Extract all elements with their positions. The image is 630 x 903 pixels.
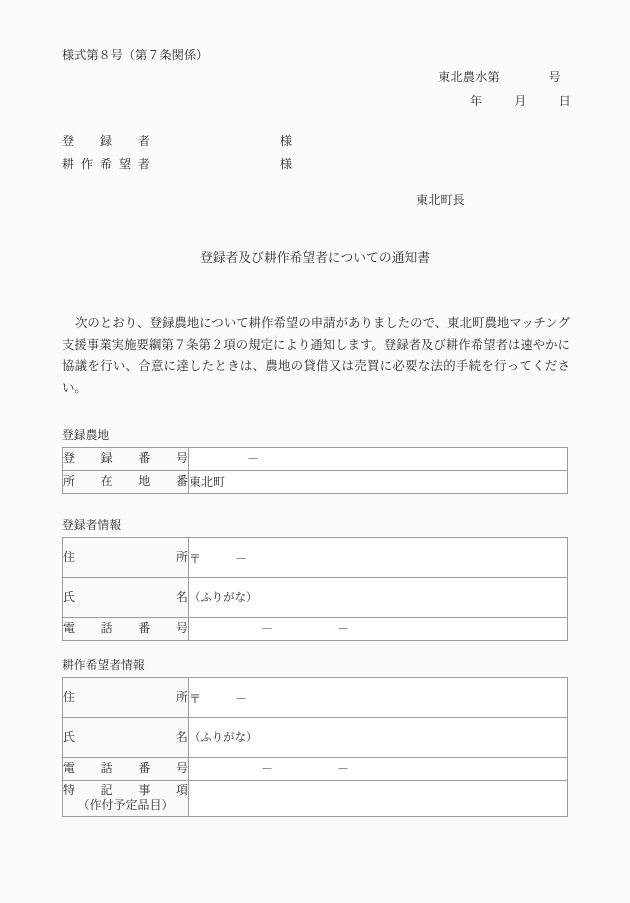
section-registered-farmland — [62, 430, 568, 494]
issuer-name: 東北町長 — [416, 193, 465, 207]
label-text: 住所 — [63, 689, 188, 704]
label-text: 所在地番 — [63, 474, 188, 489]
table-row — [63, 677, 568, 717]
section-heading-registered-farmland: 登録農地 — [62, 428, 110, 442]
addressee-registrant-label: 登録者 — [62, 134, 150, 148]
label-registrant-address — [63, 537, 189, 577]
label-text: 電話番号 — [63, 761, 188, 776]
label-sub-text: （作付予定品目） — [77, 798, 174, 813]
value-text: 〒 － — [189, 551, 248, 566]
value-text: 〒 － — [189, 691, 248, 706]
addressee-registrant-honorific: 様 — [279, 134, 292, 148]
date-month-label: 月 — [514, 94, 527, 108]
table-row — [63, 470, 568, 493]
table-row — [63, 717, 568, 757]
value-applicant-address[interactable] — [189, 677, 568, 717]
section-heading-registrant-info: 登録者情報 — [62, 518, 121, 532]
label-text: 氏名 — [63, 729, 188, 744]
table-row — [63, 447, 568, 470]
date-line — [470, 95, 571, 107]
table-row — [63, 757, 568, 780]
date-year-label: 年 — [470, 94, 483, 108]
page-title: 登録者及び耕作希望者についての通知書 — [199, 251, 431, 265]
label-special-notes — [63, 780, 189, 816]
label-applicant-name — [63, 717, 189, 757]
document-number-line — [438, 71, 561, 83]
value-text: － － — [261, 621, 350, 636]
value-text: － － — [261, 761, 350, 776]
value-registrant-address[interactable] — [189, 537, 568, 577]
date-day-label: 日 — [558, 94, 571, 108]
body-paragraph: 次のとおり、登録農地について耕作希望の申請がありましたので、東北町農地マッチング支援事業実施要綱第７条第２項の規定により通知します。登録者及び耕作希望者は速やかに協議を行い、合意に達したときは、農地の貸借又は売買に必要な法的手続を行ってください。 — [62, 316, 570, 395]
document-number-unit: 号 — [548, 70, 561, 84]
value-registrant-name[interactable] — [189, 577, 568, 617]
section-registrant-info — [62, 520, 568, 641]
value-applicant-name[interactable] — [189, 717, 568, 757]
table-row — [63, 617, 568, 640]
label-text: 住所 — [63, 549, 188, 564]
table-registrant-info — [62, 537, 568, 641]
value-text: （ふりがな） — [189, 731, 258, 744]
value-text: － — [247, 451, 260, 466]
table-registered-farmland — [62, 447, 568, 494]
section-applicant-info — [62, 660, 568, 817]
value-registrant-phone[interactable] — [189, 617, 568, 640]
value-registration-number[interactable] — [189, 447, 568, 470]
addressee-registrant — [62, 132, 292, 149]
table-row — [63, 577, 568, 617]
value-applicant-phone[interactable] — [189, 757, 568, 780]
document-number-label: 東北農水第 — [438, 70, 500, 84]
value-text: 東北町 — [189, 474, 226, 489]
label-text: 電話番号 — [63, 621, 188, 636]
label-applicant-address — [63, 677, 189, 717]
table-applicant-info — [62, 677, 568, 817]
value-special-notes[interactable] — [189, 780, 568, 816]
label-text: 氏名 — [63, 589, 188, 604]
label-registrant-name — [63, 577, 189, 617]
table-row — [63, 780, 568, 816]
value-location-lot-number[interactable] — [189, 470, 568, 493]
label-applicant-phone — [63, 757, 189, 780]
label-text: 登録番号 — [63, 451, 188, 466]
addressee-applicant-label: 耕作希望者 — [62, 157, 150, 171]
value-text: （ふりがな） — [189, 591, 258, 604]
section-heading-applicant-info: 耕作希望者情報 — [62, 658, 145, 672]
label-registration-number — [63, 447, 189, 470]
label-location-lot-number — [63, 470, 189, 493]
addressee-applicant-honorific: 様 — [279, 157, 292, 171]
label-registrant-phone — [63, 617, 189, 640]
label-text: 特記事項 — [63, 783, 188, 798]
table-row — [63, 537, 568, 577]
addressee-applicant — [62, 155, 292, 172]
form-number: 様式第８号（第７条関係） — [62, 48, 209, 62]
